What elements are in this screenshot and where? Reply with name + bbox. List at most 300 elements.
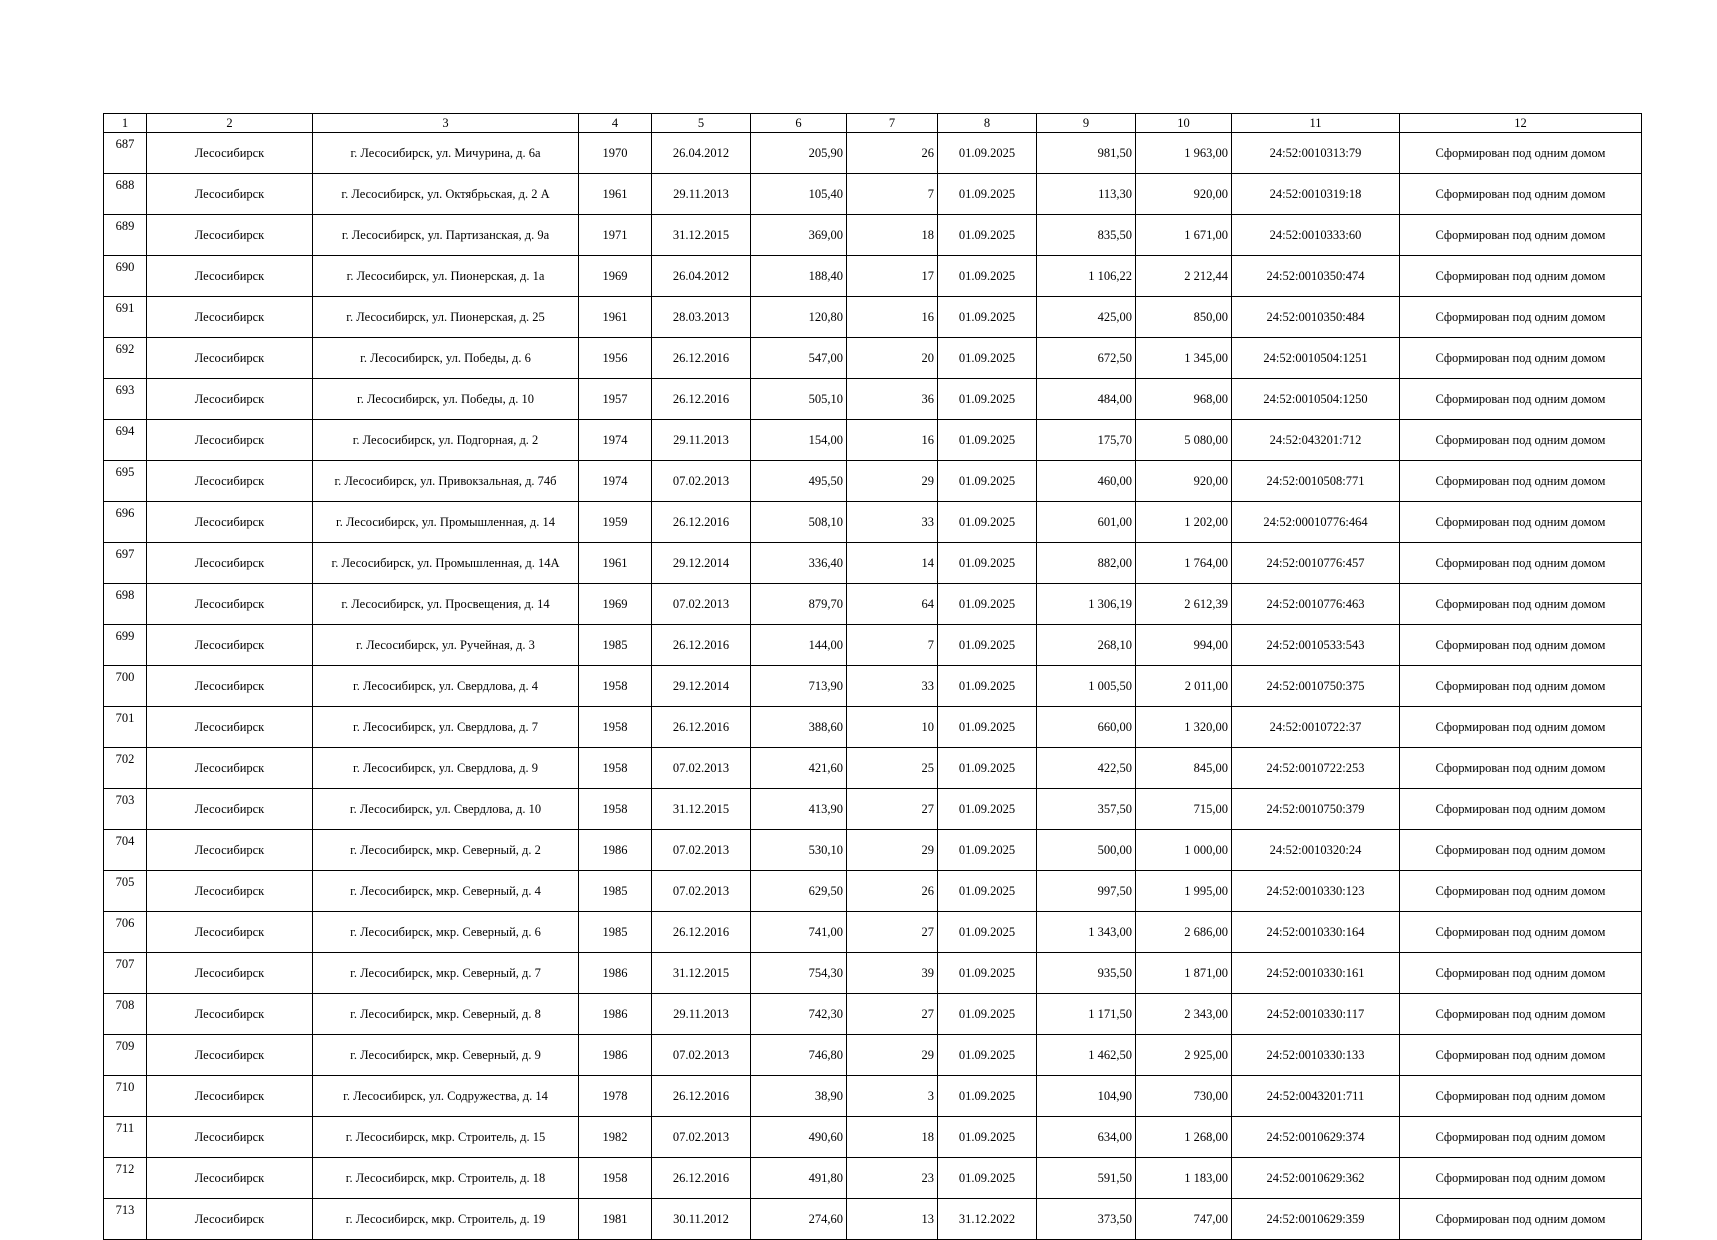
area-cell: 490,60 [751, 1117, 847, 1158]
city-cell: Лесосибирск [147, 174, 313, 215]
area-cell: 713,90 [751, 666, 847, 707]
deadline-cell: 01.09.2025 [938, 502, 1037, 543]
status-cell: Сформирован под одним домом [1400, 297, 1642, 338]
row-number: 710 [104, 1076, 147, 1117]
area-cell: 369,00 [751, 215, 847, 256]
cadastral-number-cell: 24:52:0010504:1251 [1232, 338, 1400, 379]
count-cell: 36 [847, 379, 938, 420]
date-cell: 26.04.2012 [652, 133, 751, 174]
city-cell: Лесосибирск [147, 1117, 313, 1158]
value-10-cell: 2 212,44 [1136, 256, 1232, 297]
year-cell: 1957 [579, 379, 652, 420]
value-10-cell: 2 612,39 [1136, 584, 1232, 625]
deadline-cell: 01.09.2025 [938, 543, 1037, 584]
table-row [104, 830, 1642, 871]
address-cell: г. Лесосибирск, ул. Победы, д. 10 [313, 379, 579, 420]
city-cell: Лесосибирск [147, 912, 313, 953]
deadline-cell: 01.09.2025 [938, 215, 1037, 256]
year-cell: 1986 [579, 994, 652, 1035]
year-cell: 1971 [579, 215, 652, 256]
deadline-cell: 01.09.2025 [938, 748, 1037, 789]
deadline-cell: 01.09.2025 [938, 1076, 1037, 1117]
area-cell: 530,10 [751, 830, 847, 871]
table-row [104, 379, 1642, 420]
deadline-cell: 01.09.2025 [938, 953, 1037, 994]
table-row [104, 748, 1642, 789]
address-cell: г. Лесосибирск, мкр. Строитель, д. 15 [313, 1117, 579, 1158]
area-cell: 629,50 [751, 871, 847, 912]
count-cell: 16 [847, 420, 938, 461]
city-cell: Лесосибирск [147, 666, 313, 707]
count-cell: 3 [847, 1076, 938, 1117]
value-9-cell: 1 343,00 [1037, 912, 1136, 953]
count-cell: 29 [847, 1035, 938, 1076]
count-cell: 7 [847, 625, 938, 666]
city-cell: Лесосибирск [147, 1076, 313, 1117]
value-10-cell: 1 268,00 [1136, 1117, 1232, 1158]
deadline-cell: 01.09.2025 [938, 912, 1037, 953]
count-cell: 33 [847, 502, 938, 543]
table-row [104, 625, 1642, 666]
row-number: 700 [104, 666, 147, 707]
year-cell: 1982 [579, 1117, 652, 1158]
value-10-cell: 730,00 [1136, 1076, 1232, 1117]
header-row [104, 114, 1642, 133]
count-cell: 29 [847, 830, 938, 871]
status-cell: Сформирован под одним домом [1400, 1158, 1642, 1199]
address-cell: г. Лесосибирск, мкр. Строитель, д. 18 [313, 1158, 579, 1199]
address-cell: г. Лесосибирск, ул. Свердлова, д. 7 [313, 707, 579, 748]
status-cell: Сформирован под одним домом [1400, 256, 1642, 297]
year-cell: 1970 [579, 133, 652, 174]
city-cell: Лесосибирск [147, 830, 313, 871]
column-header: 8 [938, 114, 1037, 133]
status-cell: Сформирован под одним домом [1400, 1199, 1642, 1240]
address-cell: г. Лесосибирск, ул. Партизанская, д. 9а [313, 215, 579, 256]
cadastral-number-cell: 24:52:0010313:79 [1232, 133, 1400, 174]
value-10-cell: 2 343,00 [1136, 994, 1232, 1035]
count-cell: 27 [847, 912, 938, 953]
deadline-cell: 01.09.2025 [938, 1117, 1037, 1158]
cadastral-number-cell: 24:52:0010330:164 [1232, 912, 1400, 953]
address-cell: г. Лесосибирск, ул. Промышленная, д. 14 [313, 502, 579, 543]
date-cell: 26.12.2016 [652, 379, 751, 420]
date-cell: 26.12.2016 [652, 502, 751, 543]
status-cell: Сформирован под одним домом [1400, 420, 1642, 461]
address-cell: г. Лесосибирск, ул. Пионерская, д. 25 [313, 297, 579, 338]
value-9-cell: 591,50 [1037, 1158, 1136, 1199]
value-9-cell: 1 306,19 [1037, 584, 1136, 625]
year-cell: 1961 [579, 543, 652, 584]
area-cell: 413,90 [751, 789, 847, 830]
date-cell: 29.11.2013 [652, 994, 751, 1035]
column-header: 4 [579, 114, 652, 133]
date-cell: 07.02.2013 [652, 584, 751, 625]
row-number: 696 [104, 502, 147, 543]
city-cell: Лесосибирск [147, 133, 313, 174]
cadastral-number-cell: 24:52:0010722:253 [1232, 748, 1400, 789]
year-cell: 1969 [579, 584, 652, 625]
value-9-cell: 1 106,22 [1037, 256, 1136, 297]
cadastral-number-cell: 24:52:0010776:463 [1232, 584, 1400, 625]
table-row [104, 133, 1642, 174]
table-row [104, 871, 1642, 912]
table-row [104, 461, 1642, 502]
cadastral-number-cell: 24:52:0010533:543 [1232, 625, 1400, 666]
deadline-cell: 01.09.2025 [938, 133, 1037, 174]
count-cell: 39 [847, 953, 938, 994]
cadastral-number-cell: 24:52:0010629:362 [1232, 1158, 1400, 1199]
row-number: 699 [104, 625, 147, 666]
area-cell: 741,00 [751, 912, 847, 953]
cadastral-number-cell: 24:52:0043201:711 [1232, 1076, 1400, 1117]
value-9-cell: 634,00 [1037, 1117, 1136, 1158]
value-10-cell: 1 764,00 [1136, 543, 1232, 584]
table-row [104, 215, 1642, 256]
cadastral-number-cell: 24:52:0010319:18 [1232, 174, 1400, 215]
address-cell: г. Лесосибирск, мкр. Северный, д. 9 [313, 1035, 579, 1076]
cadastral-number-cell: 24:52:0010750:379 [1232, 789, 1400, 830]
date-cell: 28.03.2013 [652, 297, 751, 338]
table-row [104, 420, 1642, 461]
value-10-cell: 845,00 [1136, 748, 1232, 789]
cadastral-number-cell: 24:52:043201:712 [1232, 420, 1400, 461]
cadastral-number-cell: 24:52:0010629:374 [1232, 1117, 1400, 1158]
value-10-cell: 2 925,00 [1136, 1035, 1232, 1076]
row-number: 704 [104, 830, 147, 871]
value-9-cell: 660,00 [1037, 707, 1136, 748]
year-cell: 1986 [579, 830, 652, 871]
city-cell: Лесосибирск [147, 297, 313, 338]
row-number: 711 [104, 1117, 147, 1158]
value-10-cell: 850,00 [1136, 297, 1232, 338]
date-cell: 29.12.2014 [652, 543, 751, 584]
address-cell: г. Лесосибирск, мкр. Северный, д. 7 [313, 953, 579, 994]
row-number: 708 [104, 994, 147, 1035]
date-cell: 26.12.2016 [652, 1076, 751, 1117]
deadline-cell: 01.09.2025 [938, 379, 1037, 420]
city-cell: Лесосибирск [147, 379, 313, 420]
deadline-cell: 31.12.2022 [938, 1199, 1037, 1240]
status-cell: Сформирован под одним домом [1400, 666, 1642, 707]
city-cell: Лесосибирск [147, 1199, 313, 1240]
count-cell: 27 [847, 994, 938, 1035]
area-cell: 495,50 [751, 461, 847, 502]
table-row [104, 912, 1642, 953]
register-table [103, 113, 1642, 1240]
value-10-cell: 1 345,00 [1136, 338, 1232, 379]
row-number: 713 [104, 1199, 147, 1240]
date-cell: 29.11.2013 [652, 174, 751, 215]
value-10-cell: 1 871,00 [1136, 953, 1232, 994]
value-9-cell: 601,00 [1037, 502, 1136, 543]
value-9-cell: 460,00 [1037, 461, 1136, 502]
date-cell: 31.12.2015 [652, 789, 751, 830]
value-10-cell: 5 080,00 [1136, 420, 1232, 461]
deadline-cell: 01.09.2025 [938, 871, 1037, 912]
cadastral-number-cell: 24:52:0010330:161 [1232, 953, 1400, 994]
city-cell: Лесосибирск [147, 707, 313, 748]
address-cell: г. Лесосибирск, ул. Подгорная, д. 2 [313, 420, 579, 461]
address-cell: г. Лесосибирск, ул. Ручейная, д. 3 [313, 625, 579, 666]
address-cell: г. Лесосибирск, ул. Пионерская, д. 1а [313, 256, 579, 297]
column-header: 10 [1136, 114, 1232, 133]
row-number: 693 [104, 379, 147, 420]
value-9-cell: 500,00 [1037, 830, 1136, 871]
table-row [104, 1199, 1642, 1240]
cadastral-number-cell: 24:52:0010350:484 [1232, 297, 1400, 338]
area-cell: 38,90 [751, 1076, 847, 1117]
value-9-cell: 373,50 [1037, 1199, 1136, 1240]
city-cell: Лесосибирск [147, 420, 313, 461]
year-cell: 1985 [579, 871, 652, 912]
count-cell: 26 [847, 133, 938, 174]
city-cell: Лесосибирск [147, 748, 313, 789]
status-cell: Сформирован под одним домом [1400, 379, 1642, 420]
year-cell: 1958 [579, 666, 652, 707]
status-cell: Сформирован под одним домом [1400, 912, 1642, 953]
area-cell: 144,00 [751, 625, 847, 666]
value-9-cell: 357,50 [1037, 789, 1136, 830]
year-cell: 1958 [579, 1158, 652, 1199]
year-cell: 1958 [579, 748, 652, 789]
column-header: 6 [751, 114, 847, 133]
count-cell: 7 [847, 174, 938, 215]
area-cell: 754,30 [751, 953, 847, 994]
row-number: 705 [104, 871, 147, 912]
row-number: 694 [104, 420, 147, 461]
table-row [104, 584, 1642, 625]
value-9-cell: 268,10 [1037, 625, 1136, 666]
row-number: 697 [104, 543, 147, 584]
table-row [104, 1158, 1642, 1199]
status-cell: Сформирован под одним домом [1400, 461, 1642, 502]
city-cell: Лесосибирск [147, 461, 313, 502]
status-cell: Сформирован под одним домом [1400, 1035, 1642, 1076]
deadline-cell: 01.09.2025 [938, 1035, 1037, 1076]
date-cell: 07.02.2013 [652, 871, 751, 912]
cadastral-number-cell: 24:52:0010776:457 [1232, 543, 1400, 584]
status-cell: Сформирован под одним домом [1400, 174, 1642, 215]
value-9-cell: 882,00 [1037, 543, 1136, 584]
row-number: 688 [104, 174, 147, 215]
status-cell: Сформирован под одним домом [1400, 338, 1642, 379]
table-row [104, 1117, 1642, 1158]
table-row [104, 994, 1642, 1035]
value-9-cell: 175,70 [1037, 420, 1136, 461]
address-cell: г. Лесосибирск, ул. Просвещения, д. 14 [313, 584, 579, 625]
value-10-cell: 1 963,00 [1136, 133, 1232, 174]
count-cell: 17 [847, 256, 938, 297]
status-cell: Сформирован под одним домом [1400, 994, 1642, 1035]
table-row [104, 338, 1642, 379]
value-9-cell: 672,50 [1037, 338, 1136, 379]
count-cell: 64 [847, 584, 938, 625]
city-cell: Лесосибирск [147, 871, 313, 912]
count-cell: 18 [847, 215, 938, 256]
address-cell: г. Лесосибирск, ул. Мичурина, д. 6а [313, 133, 579, 174]
value-10-cell: 747,00 [1136, 1199, 1232, 1240]
address-cell: г. Лесосибирск, мкр. Строитель, д. 19 [313, 1199, 579, 1240]
cadastral-number-cell: 24:52:0010504:1250 [1232, 379, 1400, 420]
count-cell: 27 [847, 789, 938, 830]
year-cell: 1985 [579, 912, 652, 953]
date-cell: 26.12.2016 [652, 338, 751, 379]
date-cell: 29.12.2014 [652, 666, 751, 707]
value-9-cell: 484,00 [1037, 379, 1136, 420]
year-cell: 1969 [579, 256, 652, 297]
value-10-cell: 715,00 [1136, 789, 1232, 830]
column-header: 5 [652, 114, 751, 133]
city-cell: Лесосибирск [147, 1158, 313, 1199]
date-cell: 07.02.2013 [652, 461, 751, 502]
value-9-cell: 935,50 [1037, 953, 1136, 994]
area-cell: 105,40 [751, 174, 847, 215]
cadastral-number-cell: 24:52:0010350:474 [1232, 256, 1400, 297]
date-cell: 26.12.2016 [652, 912, 751, 953]
row-number: 698 [104, 584, 147, 625]
city-cell: Лесосибирск [147, 338, 313, 379]
year-cell: 1958 [579, 707, 652, 748]
value-10-cell: 1 183,00 [1136, 1158, 1232, 1199]
table-row [104, 174, 1642, 215]
row-number: 691 [104, 297, 147, 338]
deadline-cell: 01.09.2025 [938, 584, 1037, 625]
value-10-cell: 1 995,00 [1136, 871, 1232, 912]
year-cell: 1986 [579, 953, 652, 994]
table-row [104, 666, 1642, 707]
row-number: 709 [104, 1035, 147, 1076]
value-10-cell: 1 320,00 [1136, 707, 1232, 748]
year-cell: 1986 [579, 1035, 652, 1076]
area-cell: 120,80 [751, 297, 847, 338]
area-cell: 388,60 [751, 707, 847, 748]
status-cell: Сформирован под одним домом [1400, 133, 1642, 174]
table-row [104, 1035, 1642, 1076]
table-row [104, 543, 1642, 584]
status-cell: Сформирован под одним домом [1400, 543, 1642, 584]
count-cell: 25 [847, 748, 938, 789]
city-cell: Лесосибирск [147, 994, 313, 1035]
date-cell: 07.02.2013 [652, 1035, 751, 1076]
count-cell: 26 [847, 871, 938, 912]
area-cell: 491,80 [751, 1158, 847, 1199]
count-cell: 20 [847, 338, 938, 379]
deadline-cell: 01.09.2025 [938, 666, 1037, 707]
table-row [104, 953, 1642, 994]
area-cell: 188,40 [751, 256, 847, 297]
city-cell: Лесосибирск [147, 543, 313, 584]
year-cell: 1981 [579, 1199, 652, 1240]
deadline-cell: 01.09.2025 [938, 338, 1037, 379]
row-number: 707 [104, 953, 147, 994]
city-cell: Лесосибирск [147, 502, 313, 543]
column-header: 9 [1037, 114, 1136, 133]
deadline-cell: 01.09.2025 [938, 830, 1037, 871]
area-cell: 505,10 [751, 379, 847, 420]
date-cell: 26.04.2012 [652, 256, 751, 297]
value-10-cell: 1 000,00 [1136, 830, 1232, 871]
address-cell: г. Лесосибирск, мкр. Северный, д. 2 [313, 830, 579, 871]
area-cell: 274,60 [751, 1199, 847, 1240]
column-header: 1 [104, 114, 147, 133]
deadline-cell: 01.09.2025 [938, 420, 1037, 461]
value-9-cell: 835,50 [1037, 215, 1136, 256]
deadline-cell: 01.09.2025 [938, 707, 1037, 748]
address-cell: г. Лесосибирск, ул. Победы, д. 6 [313, 338, 579, 379]
status-cell: Сформирован под одним домом [1400, 625, 1642, 666]
count-cell: 23 [847, 1158, 938, 1199]
value-9-cell: 1 462,50 [1037, 1035, 1136, 1076]
count-cell: 13 [847, 1199, 938, 1240]
status-cell: Сформирован под одним домом [1400, 584, 1642, 625]
date-cell: 07.02.2013 [652, 830, 751, 871]
value-9-cell: 1 005,50 [1037, 666, 1136, 707]
value-9-cell: 1 171,50 [1037, 994, 1136, 1035]
cadastral-number-cell: 24:52:0010330:123 [1232, 871, 1400, 912]
address-cell: г. Лесосибирск, ул. Содружества, д. 14 [313, 1076, 579, 1117]
table-row [104, 1076, 1642, 1117]
count-cell: 18 [847, 1117, 938, 1158]
address-cell: г. Лесосибирск, ул. Свердлова, д. 4 [313, 666, 579, 707]
date-cell: 29.11.2013 [652, 420, 751, 461]
value-9-cell: 997,50 [1037, 871, 1136, 912]
table-row [104, 297, 1642, 338]
area-cell: 742,30 [751, 994, 847, 1035]
column-header: 3 [313, 114, 579, 133]
status-cell: Сформирован под одним домом [1400, 830, 1642, 871]
value-10-cell: 1 202,00 [1136, 502, 1232, 543]
row-number: 689 [104, 215, 147, 256]
cadastral-number-cell: 24:52:00010776:464 [1232, 502, 1400, 543]
deadline-cell: 01.09.2025 [938, 625, 1037, 666]
city-cell: Лесосибирск [147, 584, 313, 625]
column-header: 2 [147, 114, 313, 133]
cadastral-number-cell: 24:52:0010508:771 [1232, 461, 1400, 502]
area-cell: 746,80 [751, 1035, 847, 1076]
date-cell: 07.02.2013 [652, 748, 751, 789]
year-cell: 1974 [579, 420, 652, 461]
value-9-cell: 981,50 [1037, 133, 1136, 174]
deadline-cell: 01.09.2025 [938, 789, 1037, 830]
status-cell: Сформирован под одним домом [1400, 953, 1642, 994]
value-10-cell: 968,00 [1136, 379, 1232, 420]
date-cell: 30.11.2012 [652, 1199, 751, 1240]
city-cell: Лесосибирск [147, 215, 313, 256]
deadline-cell: 01.09.2025 [938, 174, 1037, 215]
column-header: 11 [1232, 114, 1400, 133]
status-cell: Сформирован под одним домом [1400, 1076, 1642, 1117]
year-cell: 1958 [579, 789, 652, 830]
cadastral-number-cell: 24:52:0010750:375 [1232, 666, 1400, 707]
area-cell: 205,90 [751, 133, 847, 174]
date-cell: 31.12.2015 [652, 953, 751, 994]
row-number: 687 [104, 133, 147, 174]
year-cell: 1974 [579, 461, 652, 502]
address-cell: г. Лесосибирск, ул. Свердлова, д. 9 [313, 748, 579, 789]
row-number: 695 [104, 461, 147, 502]
deadline-cell: 01.09.2025 [938, 1158, 1037, 1199]
year-cell: 1985 [579, 625, 652, 666]
status-cell: Сформирован под одним домом [1400, 871, 1642, 912]
address-cell: г. Лесосибирск, мкр. Северный, д. 6 [313, 912, 579, 953]
table-row [104, 707, 1642, 748]
count-cell: 16 [847, 297, 938, 338]
value-9-cell: 422,50 [1037, 748, 1136, 789]
row-number: 701 [104, 707, 147, 748]
table-row [104, 502, 1642, 543]
value-9-cell: 104,90 [1037, 1076, 1136, 1117]
